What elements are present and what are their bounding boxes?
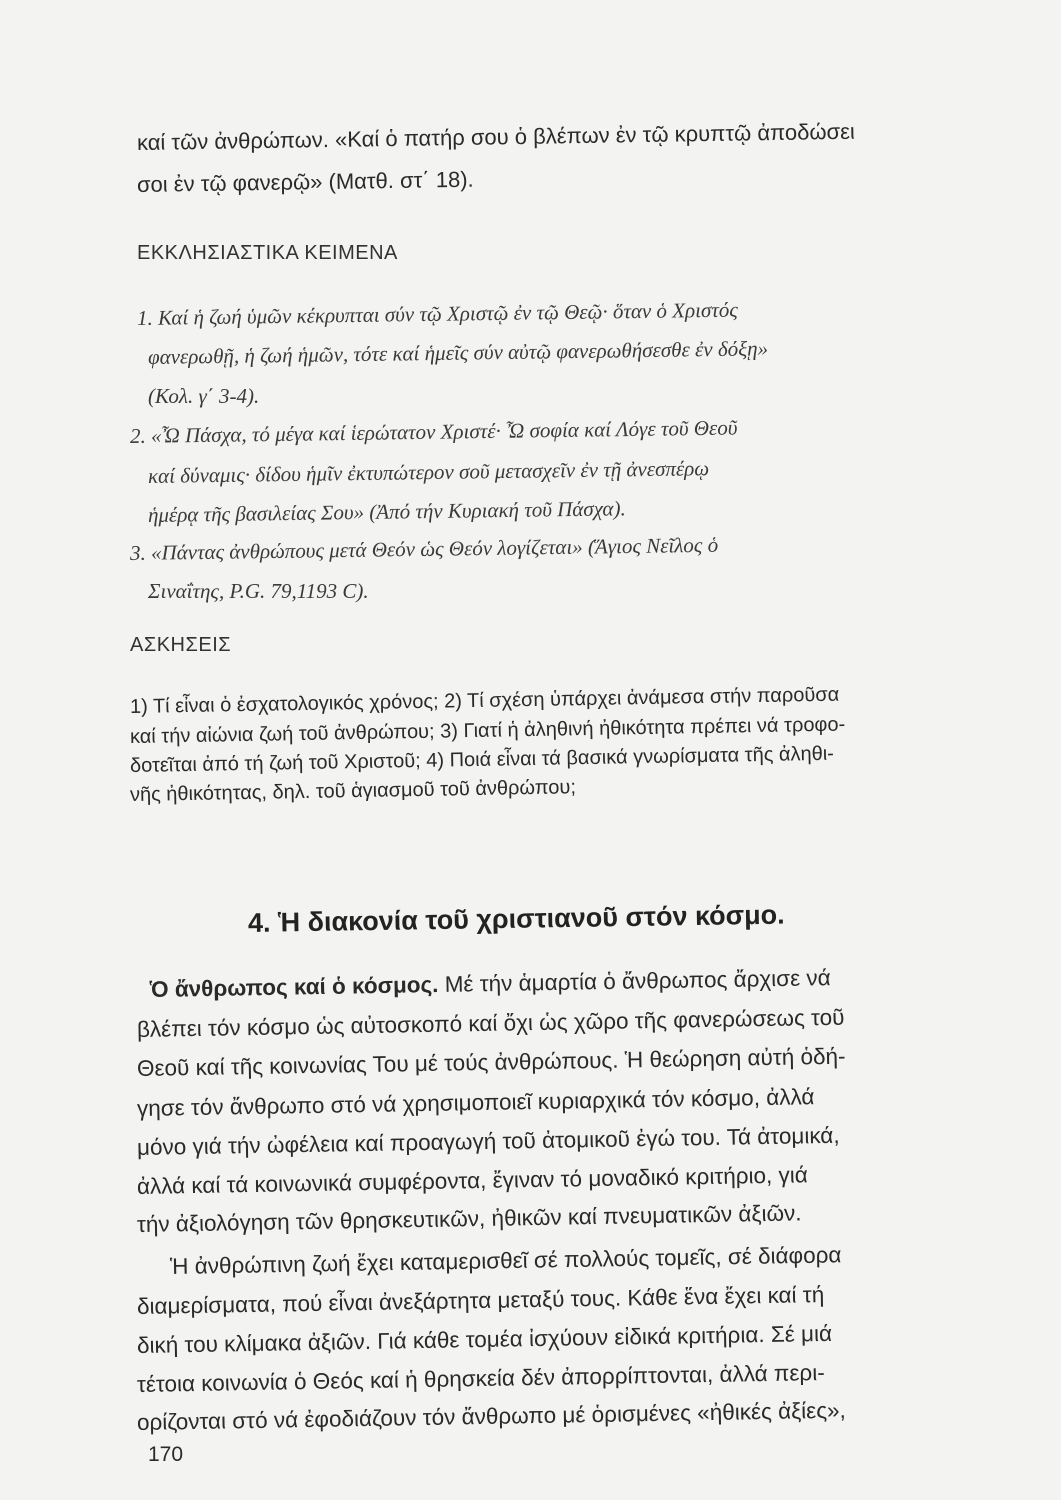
section-lead-bold: Ὁ ἄνθρωπος καί ὁ κόσμος. — [149, 971, 439, 1002]
section-title: 4. Ἡ διακονία τοῦ χριστιανοῦ στόν κόσμο. — [247, 899, 785, 938]
paragraph-line: ορίζονται στό νά ἐφοδιάζουν τόν ἄνθρωπο μέ ὁρισμένες «ἠθικές ἀξίες», — [136, 1397, 847, 1435]
exercise-line: καί τήν αἰώνια ζωή τοῦ ἀνθρώπου; 3) Γιατί ἡ ἀληθινή ἠθικότητα πρέπει νά τροφο- — [129, 713, 846, 748]
intro-line-1: καί τῶν ἀνθρώπων. «Καί ὁ πατήρ σου ὁ βλέπων ἐν τῷ κρυπτῷ ἀποδώσει — [136, 118, 856, 155]
exercises-heading: ΑΣΚΗΣΕΙΣ — [130, 634, 232, 656]
paragraph-line: δική του κλίμακα ἀξιῶν. Γιά κάθε τομέα ἰσχύουν εἰδικά κριτήρια. Σέ μιά — [136, 1320, 833, 1358]
section-lead-line — [150, 963, 831, 1005]
paragraph-line: βλέπει τόν κόσμο ὡς αὐτοσκοπό καί ὄχι ὡς χῶρο τῆς φανερώσεως τοῦ — [136, 1004, 845, 1042]
paragraph-line: τήν ἀξιολόγηση τῶν θρησκευτικῶν, ἠθικῶν καί πνευματικῶν ἀξιῶν. — [136, 1200, 802, 1237]
exercise-line: νῆς ἠθικότητας, δηλ. τοῦ ἁγιασμοῦ τοῦ ἀνθρώπου; — [129, 776, 577, 806]
church-text-line: ἡμέρᾳ τῆς βασιλείας Σου» (Ἀπό τήν Κυριακή τοῦ Πάσχα). — [147, 496, 626, 527]
exercise-line: δοτεῖται ἀπό τή ζωή τοῦ Χριστοῦ; 4) Ποιά εἶναι τά βασικά γνωρίσματα τῆς ἀληθι- — [129, 742, 835, 777]
paragraph-line: γησε τόν ἄνθρωπο στό νά χρησιμοποιεῖ κυριαρχικά τόν κόσμο, ἀλλά — [136, 1084, 815, 1121]
church-text-line: καί δύναμις· δίδου ἡμῖν ἐκτυπώτερον σοῦ μετασχεῖν ἐν τῇ ἀνεσπέρῳ — [147, 456, 710, 488]
paragraph-line: μόνο γιά τήν ὠφέλεια καί προαγωγή τοῦ ἀτομικοῦ ἐγώ του. Τά ἀτομικά, — [136, 1122, 840, 1160]
page-number: 170 — [148, 1443, 184, 1466]
intro-line-2: σοι ἐν τῷ φανερῷ» (Ματθ. στ΄ 18). — [136, 166, 474, 197]
paragraph-line: Ἡ ἀνθρώπινη ζωή ἔχει καταμερισθεῖ σέ πολλούς τομεῖς, σέ διάφορα — [169, 1242, 842, 1279]
church-texts-heading: ΕΚΚΛΗΣΙΑΣΤΙΚΑ ΚΕΙΜΕΝΑ — [137, 242, 398, 264]
church-text-line: (Κολ. γ΄ 3-4). — [148, 384, 260, 408]
exercise-line: 1) Τί εἶναι ὁ ἐσχατολογικός χρόνος; 2) Τί σχέση ὑπάρχει ἀνάμεσα στήν παροῦσα — [129, 683, 840, 718]
paragraph-line: τέτοια κοινωνία ὁ Θεός καί ἡ θρησκεία δέν ἀπορρίπτονται, ἀλλά περι- — [136, 1359, 825, 1397]
paragraph-line: διαμερίσματα, πού εἶναι ἀνεξάρτητα μεταξύ τους. Κάθε ἕνα ἔχει καί τή — [136, 1282, 825, 1319]
church-text-line: φανερωθῇ, ἡ ζωή ἡμῶν, τότε καί ἡμεῖς σύν αὐτῷ φανερωθήσεσθε ἐν δόξῃ» — [147, 336, 769, 369]
church-text-line: Σιναΐτης, P.G. 79,1193 C). — [148, 579, 369, 603]
church-text-line: 1. Καί ἡ ζωή ὑμῶν κέκρυπται σύν τῷ Χριστῷ ἐν τῷ Θεῷ· ὅταν ὁ Χριστός — [136, 297, 739, 330]
church-text-line: 2. «Ὦ Πάσχα, τό μέγα καί ἱερώτατον Χριστέ· Ὦ σοφία καί Λόγε τοῦ Θεοῦ — [129, 415, 738, 448]
section-lead-rest: Μέ τήν ἁμαρτία ὁ ἄνθρωπος ἄρχισε νά — [438, 965, 831, 997]
paragraph-line: ἀλλά καί τά κοινωνικά συμφέροντα, ἔγιναν τό μοναδικό κριτήριο, γιά — [136, 1162, 809, 1199]
church-text-line: 3. «Πάντας ἀνθρώπους μετά Θεόν ὡς Θεόν λογίζεται» (Ἅγιος Νεῖλος ὁ — [129, 532, 719, 565]
paragraph-line: Θεοῦ καί τῆς κοινωνίας Του μέ τούς ἀνθρώπους. Ἡ θεώρηση αὐτή ὁδή- — [136, 1043, 846, 1081]
